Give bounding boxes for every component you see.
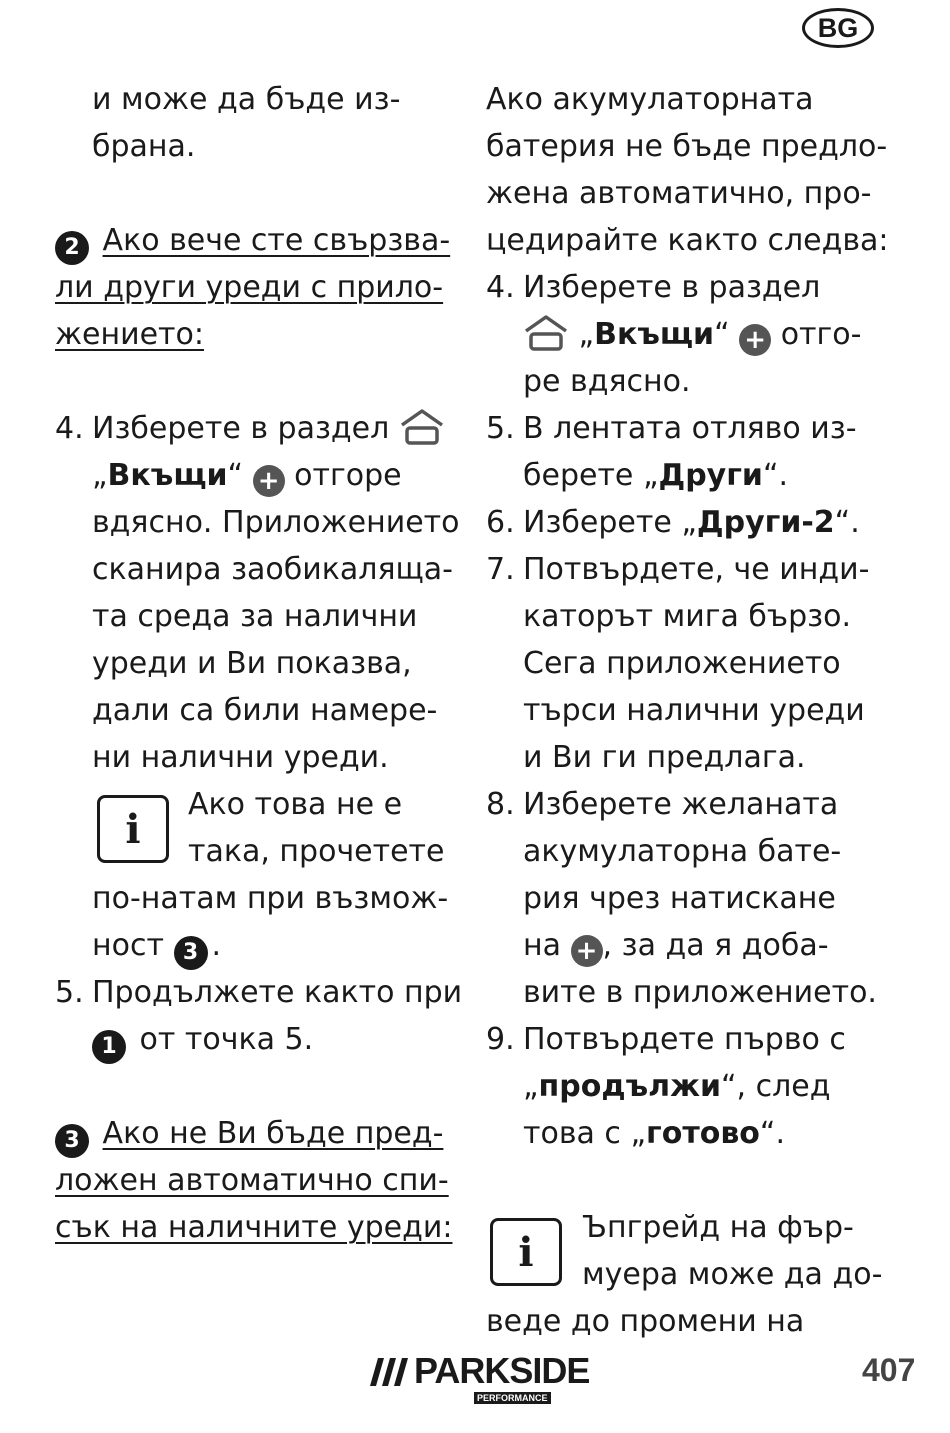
plus-icon: + — [571, 935, 603, 967]
info-note — [55, 781, 455, 875]
home-icon — [399, 408, 445, 446]
text-line: рия чрез натискане — [523, 881, 836, 916]
text-line: Ако акумулаторната — [486, 82, 814, 117]
text-line: акумулаторна бате- — [523, 834, 842, 869]
text-line: ре вдясно. — [523, 364, 691, 399]
text-line: цедирайте както следва: — [486, 223, 889, 258]
info-note — [486, 1204, 926, 1298]
section-2-heading: 2 Ако вече сте свързва- — [55, 217, 455, 264]
text-line: и Ви ги предлага. — [523, 740, 806, 775]
plus-icon: + — [253, 465, 285, 497]
step-1-marker: 1 — [92, 1030, 126, 1064]
text-line: уреди и Ви показва, — [92, 646, 412, 681]
text-line: „Вкъщи“ + отгоре — [92, 458, 402, 496]
logo-slash-icon — [370, 1356, 410, 1388]
list-item-4: 4. Изберете в раздел — [55, 405, 455, 452]
text-line: на + , за да я доба- — [523, 928, 829, 966]
text-line: берете „Други“. — [523, 458, 789, 493]
language-badge: BG — [802, 8, 874, 48]
step-3-marker: 3 — [55, 1124, 89, 1158]
info-icon: i — [97, 795, 169, 863]
list-item-5: 5. В лентата отляво из- — [486, 411, 857, 446]
text-line: ни налични уреди. — [92, 740, 389, 775]
text-line: дали са били намере- — [92, 693, 438, 728]
text-line: вите в приложението. — [523, 975, 877, 1010]
left-column — [55, 76, 463, 1251]
text-line: и може да бъде из- — [92, 82, 401, 117]
text-line: батерия не бъде предло- — [486, 129, 888, 164]
list-item-9: 9. Потвърдете първо с — [486, 1022, 846, 1057]
text-line: Сега приложението — [523, 646, 841, 681]
logo-brand: PARKSIDE — [414, 1350, 590, 1391]
text-line: каторът мига бързо. — [523, 599, 851, 634]
list-item-4: 4. Изберете в раздел — [486, 270, 821, 305]
text-line: сканира заобикаляща- — [92, 552, 453, 587]
plus-icon: + — [739, 324, 771, 356]
info-icon: i — [490, 1218, 562, 1286]
text-line: „Вкъщи“ + отго- — [486, 311, 926, 358]
text-line: ност 3 . — [55, 922, 455, 969]
text-line: търси налични уреди — [523, 693, 865, 728]
text-line: това с „готово“. — [523, 1116, 786, 1151]
text-line: вдясно. Приложението — [92, 505, 460, 540]
text-line: брана. — [92, 129, 196, 164]
text-line: Ъпгрейд на фър- — [582, 1210, 854, 1245]
list-item-6: 6. Изберете „Други-2“. — [486, 505, 860, 540]
section-2-heading-cont: жението: — [55, 317, 204, 352]
page-number: 407 — [862, 1352, 916, 1388]
text-line: та среда за налични — [92, 599, 418, 634]
list-item-7: 7. Потвърдете, че инди- — [486, 552, 870, 587]
logo-sub: PERFORMANCE — [474, 1392, 551, 1404]
text-line: муера може да до- — [582, 1257, 883, 1292]
list-item-5: 5. Продължете както при — [55, 975, 463, 1010]
step-2-marker: 2 — [55, 231, 89, 265]
section-2-heading-cont: ли други уреди с прило- — [55, 270, 444, 305]
section-3-heading-cont: сък на наличните уреди: — [55, 1210, 453, 1245]
section-3-heading: 3 Ако не Ви бъде пред- — [55, 1110, 455, 1157]
section-3-heading-cont: ложен автоматично спи- — [55, 1163, 449, 1198]
text-line: Ако това не е — [188, 787, 403, 822]
home-icon — [523, 314, 569, 352]
text-line: веде до промени на — [486, 1304, 805, 1339]
text-line: 1 от точка 5. — [55, 1016, 455, 1063]
text-line: жена автоматично, про- — [486, 176, 872, 211]
text-line: по-натам при възмож- — [92, 881, 449, 916]
step-3-marker: 3 — [174, 936, 208, 970]
text-line: „продължи“, след — [523, 1069, 831, 1104]
parkside-logo — [370, 1350, 590, 1408]
right-column — [486, 76, 926, 1345]
list-item-8: 8. Изберете желаната — [486, 787, 839, 822]
text-line: така, прочетете — [188, 834, 445, 869]
